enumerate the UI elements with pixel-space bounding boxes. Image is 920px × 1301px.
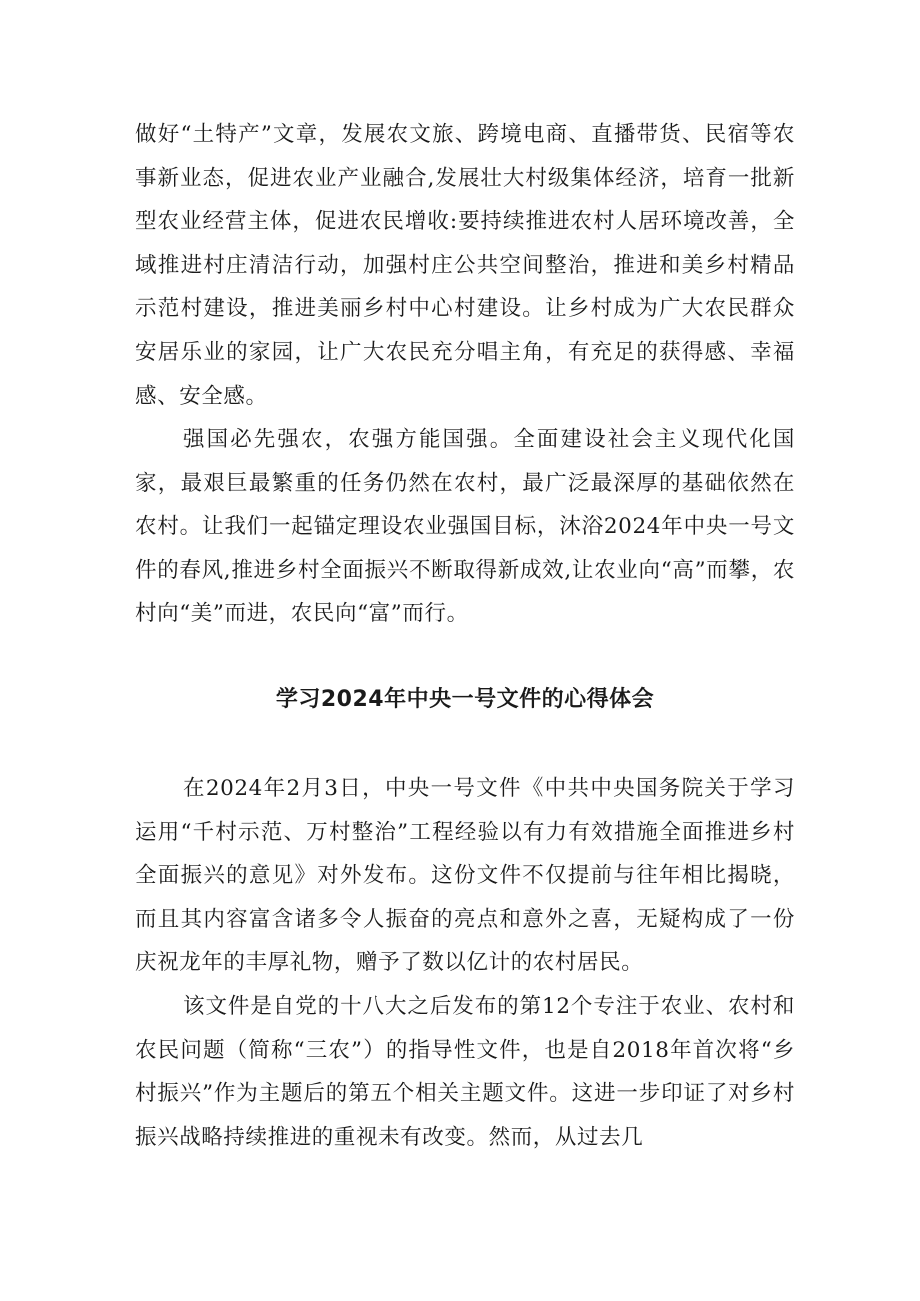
paragraph-context: 该文件是自党的十八大之后发布的第12个专注于农业、农村和农民问题（简称“三农”）的指导性文件，也是自2018年首次将“乡村振兴”作为主题后的第五个相关主题文件。这进一步印证了对乡村振兴战略持续推进的重视未有改变。然而，从过去几 bbox=[135, 994, 795, 1150]
paragraph-intro: 在2024年2月3日，中央一号文件《中共中央国务院关于学习运用“千村示范、万村整治”工程经验以有力有效措施全面推进乡村全面振兴的意见》对外发布。这份文件不仅提前与往年相比揭晓，而且其内容富含诸多令人振奋的亮点和意外之喜，无疑构成了一份庆祝龙年的丰厚礼物，赠予了数以亿计的农村居民。 bbox=[135, 776, 795, 976]
paragraph-continuation: 做好“土特产”文章，发展农文旅、跨境电商、直播带货、民宿等农事新业态，促进农业产业融合,发展壮大村级集体经济，培育一批新型农业经营主体，促进农民增收:要持续推进农村人居环境改善，全域推进村庄清洁行动，加强村庄公共空间整治，推进和美乡村精品示范村建设，推进美丽乡村中心村建设。让乡村成为广大农民群众安居乐业的家园，让广大农民充分唱主角，有充足的获得感、幸福感、安全感。 bbox=[135, 122, 795, 409]
paragraph-conclusion: 强国必先强农，农强方能国强。全面建设社会主义现代化国家，最艰巨最繁重的任务仍然在农村，最广泛最深厚的基础依然在农村。让我们一起锚定理设农业强国目标，沐浴2024年中央一号文件的春风,推进乡村全面振兴不断取得新成效,让农业向“高”而攀，农村向“美”而进，农民向“富”而行。 bbox=[135, 427, 795, 627]
section-title: 学习2024年中央一号文件的心得体会 bbox=[275, 687, 655, 712]
